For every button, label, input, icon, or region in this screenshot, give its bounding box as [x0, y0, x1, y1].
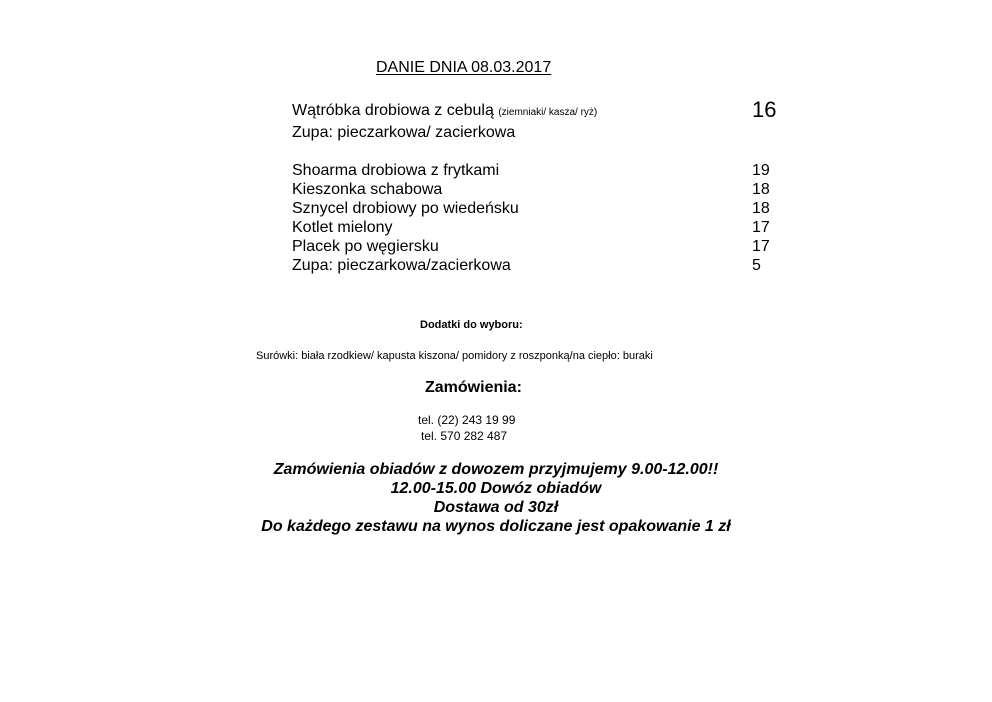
menu-item-name: Shoarma drobiowa z frytkami	[292, 162, 500, 179]
menu-title: DANIE DNIA 08.03.2017	[376, 59, 552, 76]
menu-item-name: Sznycel drobiowy po wiedeńsku	[292, 200, 519, 217]
special-soup: Zupa: pieczarkowa/ zacierkowa	[292, 124, 516, 141]
delivery-notice	[240, 460, 752, 536]
orders-heading: Zamówienia:	[425, 379, 522, 396]
notice-line: 12.00-15.00 Dowóz obiadów	[390, 480, 602, 497]
menu-item-price: 17	[752, 238, 770, 255]
menu-item-price: 18	[752, 181, 770, 198]
menu-item-price: 17	[752, 219, 770, 236]
phone-number: tel. 570 282 487	[421, 429, 508, 443]
menu-item-price: 18	[752, 200, 770, 217]
menu-item-name: Kieszonka schabowa	[292, 181, 443, 198]
menu-item-price: 5	[752, 257, 761, 274]
menu-item-name: Kotlet mielony	[292, 219, 393, 236]
addons-heading: Dodatki do wyboru:	[420, 319, 523, 331]
salads-list: Surówki: biała rzodkiew/ kapusta kiszona/ pomidory z roszponką/na ciepło: buraki	[256, 350, 653, 362]
special-dish-price: 16	[752, 97, 777, 122]
notice-line: Do każdego zestawu na wynos doliczane jest opakowanie 1 zł	[261, 518, 731, 535]
phone-number: tel. (22) 243 19 99	[418, 413, 516, 427]
menu-item-price: 19	[752, 162, 770, 179]
special-dish-note: (ziemniaki/ kasza/ ryż)	[498, 107, 598, 118]
notice-line: Zamówienia obiadów z dowozem przyjmujemy 9.00-12.00!!	[273, 461, 719, 478]
special-dish	[292, 102, 597, 120]
menu-item-name: Placek po węgiersku	[292, 238, 439, 255]
notice-line: Dostawa od 30zł	[433, 499, 559, 516]
menu-item-name: Zupa: pieczarkowa/zacierkowa	[292, 257, 511, 274]
special-dish-name: Wątróbka drobiowa z cebulą	[292, 102, 494, 119]
